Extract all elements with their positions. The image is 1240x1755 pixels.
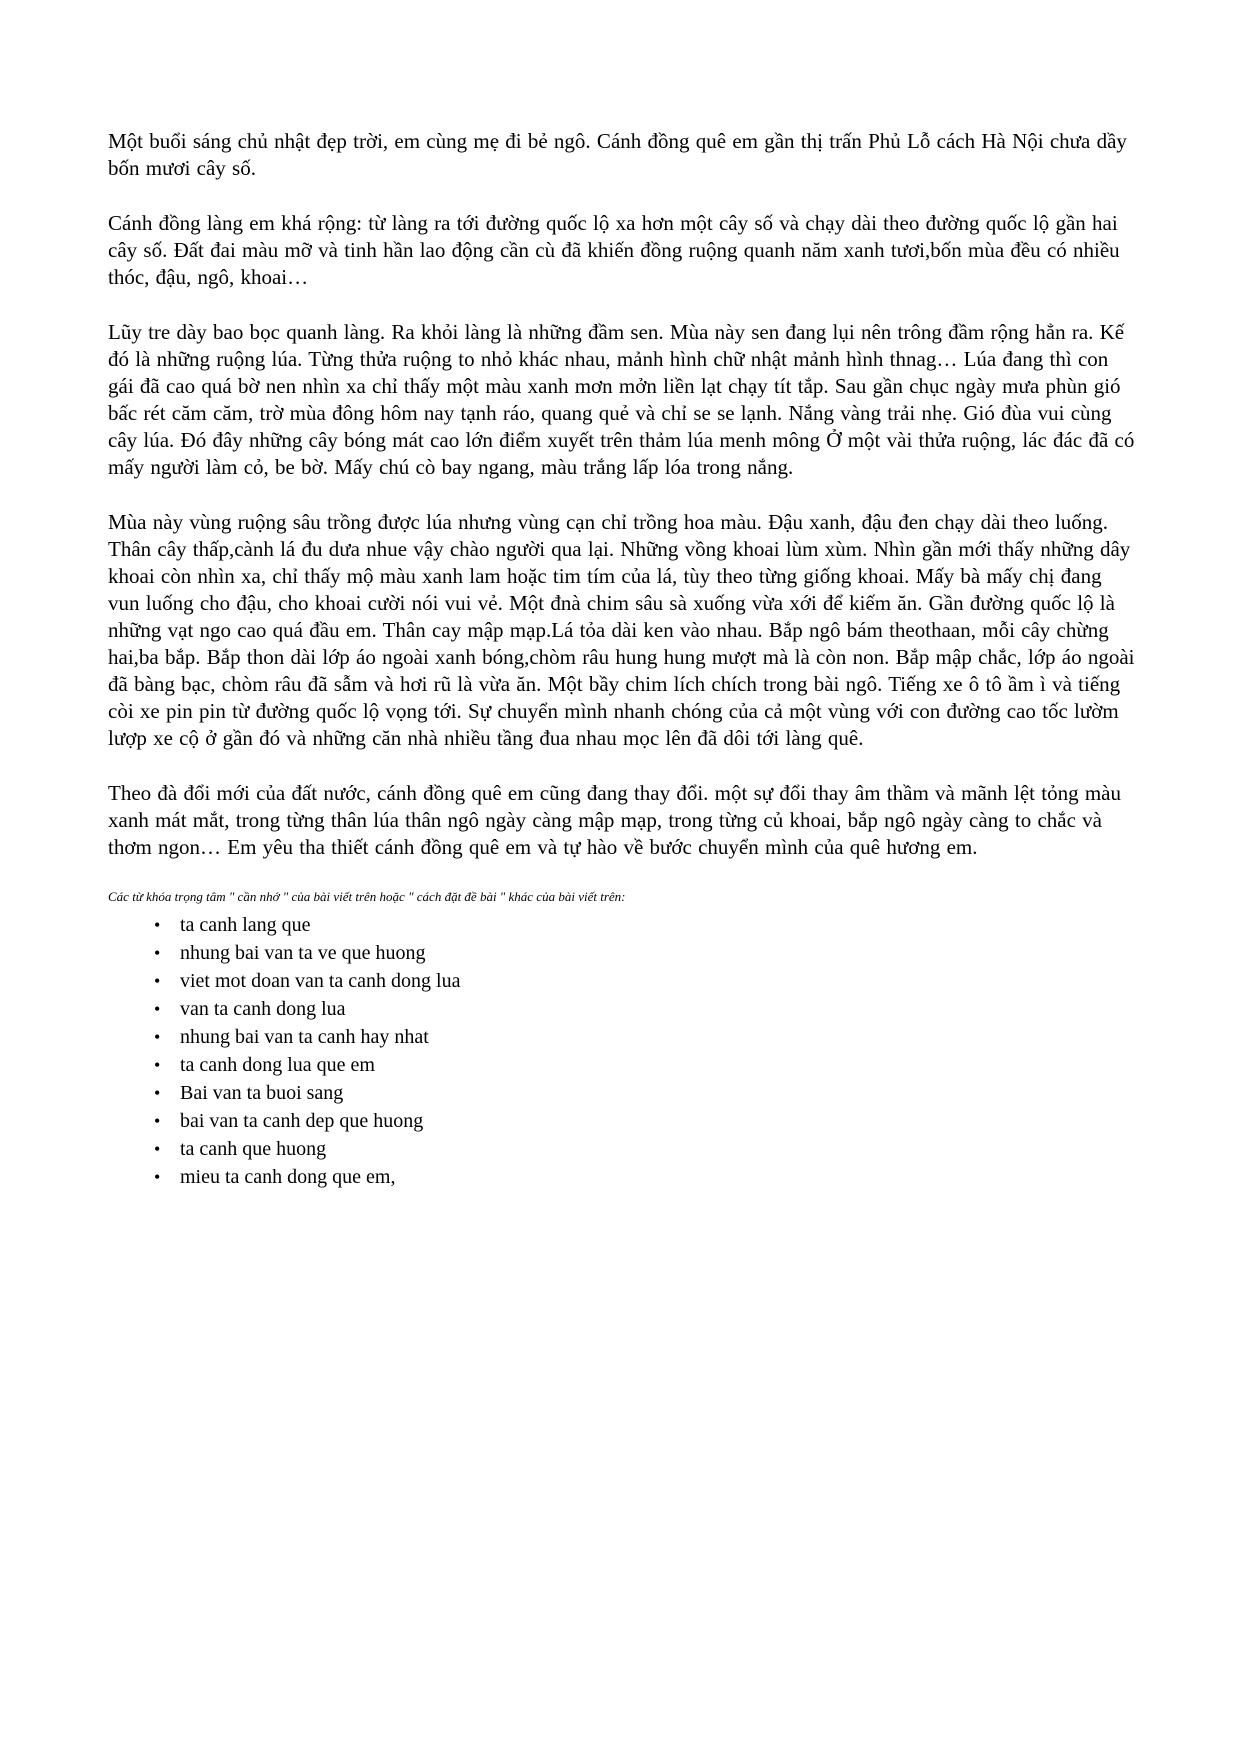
keyword-text: Bai van ta buoi sang — [180, 1082, 344, 1104]
paragraph-field-size: Cánh đồng làng em khá rộng: từ làng ra tới đường quốc lộ xa hơn một cây số và chạy dài theo đường quốc lộ gần hai cây số. Đất đai màu mỡ và tinh hần lao động cần cù đã khiến đồng ruộng quanh năm xanh tươi,bốn mùa đều có nhiều thóc, đậu, ngô, khoai… — [108, 211, 1120, 289]
keyword-list-item — [154, 1107, 1136, 1135]
keyword-text: ta canh que huong — [180, 1138, 327, 1160]
keyword-text: van ta canh dong lua — [180, 998, 346, 1020]
paragraph-crops: Mùa này vùng ruộng sâu trồng được lúa nhưng vùng cạn chỉ trồng hoa màu. Đậu xanh, đậu đen chạy dài theo luống. Thân cây thấp,cành lá đu dưa nhue vậy chào người qua lại. Những vồng khoai lùm xùm. Nhìn gần mới thấy những dây khoai còn nhìn xa, chỉ thấy mộ màu xanh lam hoặc tim tím của lá, tùy theo từng giống khoai. Mấy bà mấy chị đang vun luống cho đậu, cho khoai cười nói vui vẻ. Một đnà chim sâu sà xuống vừa xới để kiếm ăn. Gần đường quốc lộ là những vạt ngo cao quá đầu em. Thân cay mập mạp.Lá tỏa dài ken vào nhau. Bắp ngô bám theothaan, mỗi cây chừng hai,ba bắp. Bắp thon dài lớp áo ngoài xanh bóng,chòm râu hung hung mượt mà là còn non. Bắp mập chắc, lớp áo ngoài đã bàng bạc, chòm râu đã sẫm và hơi rũ là vừa ăn. Một bầy chim lích chích trong bài ngô. Tiếng xe ô tô ầm ì và tiếng còi xe pin pin từ đường quốc lộ vọng tới. Sự chuyển mình nhanh chóng của cả một vùng với con đường cao tốc lườm lượp xe cộ ở gần đó và những căn nhà nhiều tầng đua nhau mọc lên đã dôi tới làng quê. — [108, 510, 1135, 750]
keyword-list-item — [154, 939, 1136, 967]
keyword-list-item — [154, 1051, 1136, 1079]
bullet-icon: • — [154, 1083, 161, 1103]
keyword-list-item — [154, 1023, 1136, 1051]
keyword-text: ta canh dong lua que em — [180, 1054, 375, 1076]
keywords-caption: Các từ khóa trọng tâm " cần nhớ " của bài viết trên hoặc " cách đặt đề bài " khác của bài viết trên: — [108, 889, 626, 904]
bullet-icon: • — [154, 1055, 161, 1075]
paragraph-conclusion: Theo đà đổi mới của đất nước, cánh đồng quê em cũng đang thay đổi. một sự đổi thay âm thầm và mãnh lệt tỏng màu xanh mát mắt, trong từng thân lúa thân ngô ngày càng mập mạp, trong từng củ khoai, bắp ngô ngày càng to chắc và thơm ngon… Em yêu tha thiết cánh đồng quê em và tự hào về bước chuyển mình của quê hương em. — [108, 781, 1121, 859]
keyword-text: bai van ta canh dep que huong — [180, 1110, 424, 1132]
bullet-icon: • — [154, 915, 161, 935]
keyword-list-item — [154, 995, 1136, 1023]
bullet-icon: • — [154, 999, 161, 1019]
bullet-icon: • — [154, 971, 161, 991]
bullet-icon: • — [154, 1167, 161, 1187]
keyword-text: viet mot doan van ta canh dong lua — [180, 970, 461, 992]
keyword-text: ta canh lang que — [180, 914, 311, 936]
keywords-list — [108, 911, 1136, 1191]
keyword-list-item — [154, 911, 1136, 939]
bullet-icon: • — [154, 1027, 161, 1047]
bullet-icon: • — [154, 943, 161, 963]
keyword-list-item — [154, 1079, 1136, 1107]
bullet-icon: • — [154, 1111, 161, 1131]
bullet-icon: • — [154, 1139, 161, 1159]
paragraph-intro: Một buổi sáng chủ nhật đẹp trời, em cùng mẹ đi bẻ ngô. Cánh đồng quê em gần thị trấn Phủ Lỗ cách Hà Nội chưa dầy bốn mươi cây số. — [108, 129, 1127, 180]
keyword-text: mieu ta canh dong que em, — [180, 1166, 396, 1188]
keyword-list-item — [154, 967, 1136, 995]
keyword-text: nhung bai van ta ve que huong — [180, 942, 426, 964]
keyword-list-item — [154, 1163, 1136, 1191]
paragraph-village-scenery: Lũy tre dày bao bọc quanh làng. Ra khỏi làng là những đầm sen. Mùa này sen đang lụi nên trông đầm rộng hẳn ra. Kế đó là những ruộng lúa. Từng thửa ruộng to nhỏ khác nhau, mảnh hình chữ nhật mảnh hình thnag… Lúa đang thì con gái đã cao quá bờ nen nhìn xa chỉ thấy một màu xanh mơn mởn liền lạt chạy tít tắp. Sau gần chục ngày mưa phùn gió bấc rét căm căm, trờ mùa đông hôm nay tạnh ráo, quang quẻ và chỉ se se lạnh. Nắng vàng trải nhẹ. Gió đùa vui cùng cây lúa. Đó đây những cây bóng mát cao lớn điểm xuyết trên thảm lúa menh mông Ở một vài thửa ruộng, lác đác đã có mấy người làm cỏ, be bờ. Mấy chú cò bay ngang, màu trắng lấp lóa trong nắng. — [108, 320, 1135, 479]
keyword-text: nhung bai van ta canh hay nhat — [180, 1026, 429, 1048]
keyword-list-item — [154, 1135, 1136, 1163]
